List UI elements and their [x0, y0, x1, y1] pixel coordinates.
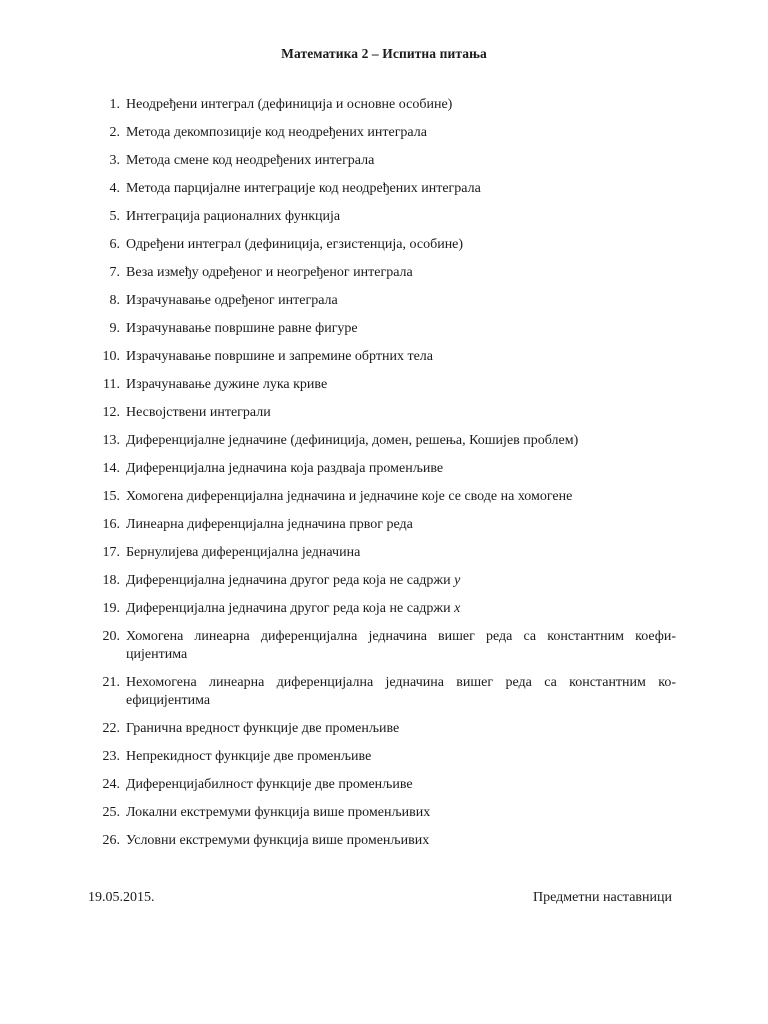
question-item	[92, 404, 676, 422]
question-item	[92, 748, 676, 766]
question-number: 25.	[102, 805, 120, 820]
question-text: Нехомогена линеарна диференцијална једначина вишег реда са константним ко-ефицијентима	[126, 675, 676, 708]
question-text: Интеграција рационалних функција	[126, 209, 341, 224]
question-number: 13.	[102, 433, 120, 448]
question-item	[92, 804, 676, 822]
question-text: Условни екстремуми функција више променљивих	[126, 833, 430, 848]
question-text: Хомогена диференцијална једначина и једначине које се своде на хомогене	[126, 489, 573, 504]
question-item	[92, 628, 676, 664]
question-number: 17.	[102, 545, 120, 560]
question-text: Метода парцијалне интеграције код неодређених интеграла	[126, 181, 481, 196]
question-item	[92, 432, 676, 450]
question-text: Диференцијалне једначине (дефиниција, домен, решења, Кошијев проблем)	[126, 433, 579, 448]
question-text: Израчунавање одређеног интеграла	[126, 293, 338, 308]
question-number: 5.	[109, 209, 120, 224]
question-text: Израчунавање површине равне фигуре	[126, 321, 358, 336]
question-text: Метода смене код неодређених интеграла	[126, 153, 375, 168]
question-text: Израчунавање површине и запремине обртних тела	[126, 349, 433, 364]
question-item	[92, 832, 676, 850]
question-text: Гранична вредност функције две променљиве	[126, 721, 400, 736]
question-text: Непрекидност функције две променљиве	[126, 749, 372, 764]
question-number: 6.	[109, 237, 120, 252]
question-number: 1.	[109, 97, 120, 112]
question-number: 11.	[103, 377, 120, 392]
question-number: 9.	[109, 321, 120, 336]
question-item	[92, 488, 676, 506]
question-number: 26.	[102, 833, 120, 848]
question-number: 8.	[109, 293, 120, 308]
math-variable: y	[454, 573, 461, 588]
question-item	[92, 152, 676, 170]
question-item	[92, 674, 676, 710]
question-number: 4.	[109, 181, 120, 196]
question-number: 19.	[102, 601, 120, 616]
question-item	[92, 460, 676, 478]
question-text: Израчунавање дужине лука криве	[126, 377, 328, 392]
question-text: Одређени интеграл (дефиниција, егзистенција, особине)	[126, 237, 464, 252]
question-item	[92, 572, 676, 590]
question-number: 2.	[109, 125, 120, 140]
document-title: Математика 2 – Испитна питања	[281, 46, 487, 61]
question-number: 10.	[102, 349, 120, 364]
question-item	[92, 720, 676, 738]
question-text: Бернулијева диференцијална једначина	[126, 545, 361, 560]
question-item	[92, 544, 676, 562]
question-item	[92, 96, 676, 114]
question-item	[92, 600, 676, 618]
question-item	[92, 236, 676, 254]
footer-date: 19.05.2015.	[88, 890, 155, 905]
question-text: Неодређени интеграл (дефиниција и основне особине)	[126, 97, 453, 112]
question-item	[92, 208, 676, 226]
question-number: 7.	[109, 265, 120, 280]
question-item	[92, 376, 676, 394]
question-text: Локални екстремуми функција више променљивих	[126, 805, 431, 820]
question-item	[92, 320, 676, 338]
question-item	[92, 516, 676, 534]
question-text: Диференцијална једначина другог реда која не садржи	[126, 601, 451, 616]
question-text: Метода декомпозиције код неодређених интеграла	[126, 125, 427, 140]
question-list	[92, 96, 676, 860]
footer-signature: Предметни наставници	[533, 890, 672, 905]
question-number: 16.	[102, 517, 120, 532]
question-text: Хомогена линеарна диференцијална једначина вишег реда са константним коефи-цијентима	[126, 629, 676, 662]
question-number: 23.	[102, 749, 120, 764]
question-text: Несвојствени интеграли	[126, 405, 271, 420]
question-number: 3.	[109, 153, 120, 168]
question-number: 20.	[102, 629, 120, 644]
question-number: 15.	[102, 489, 120, 504]
question-text: Диференцијална једначина другог реда која не садржи	[126, 573, 451, 588]
question-number: 14.	[102, 461, 120, 476]
question-item	[92, 124, 676, 142]
question-number: 22.	[102, 721, 120, 736]
question-item	[92, 180, 676, 198]
question-text: Диференцијална једначина која раздваја променљиве	[126, 461, 444, 476]
question-item	[92, 292, 676, 310]
question-number: 24.	[102, 777, 120, 792]
question-item	[92, 776, 676, 794]
question-item	[92, 264, 676, 282]
question-number: 12.	[102, 405, 120, 420]
question-text: Линеарна диференцијална једначина првог реда	[126, 517, 413, 532]
math-variable: x	[454, 601, 461, 616]
question-item	[92, 348, 676, 366]
question-number: 21.	[102, 675, 120, 690]
question-number: 18.	[102, 573, 120, 588]
question-text: Веза између одређеног и неогређеног интеграла	[126, 265, 413, 280]
question-text: Диференцијабилност функције две променљиве	[126, 777, 413, 792]
